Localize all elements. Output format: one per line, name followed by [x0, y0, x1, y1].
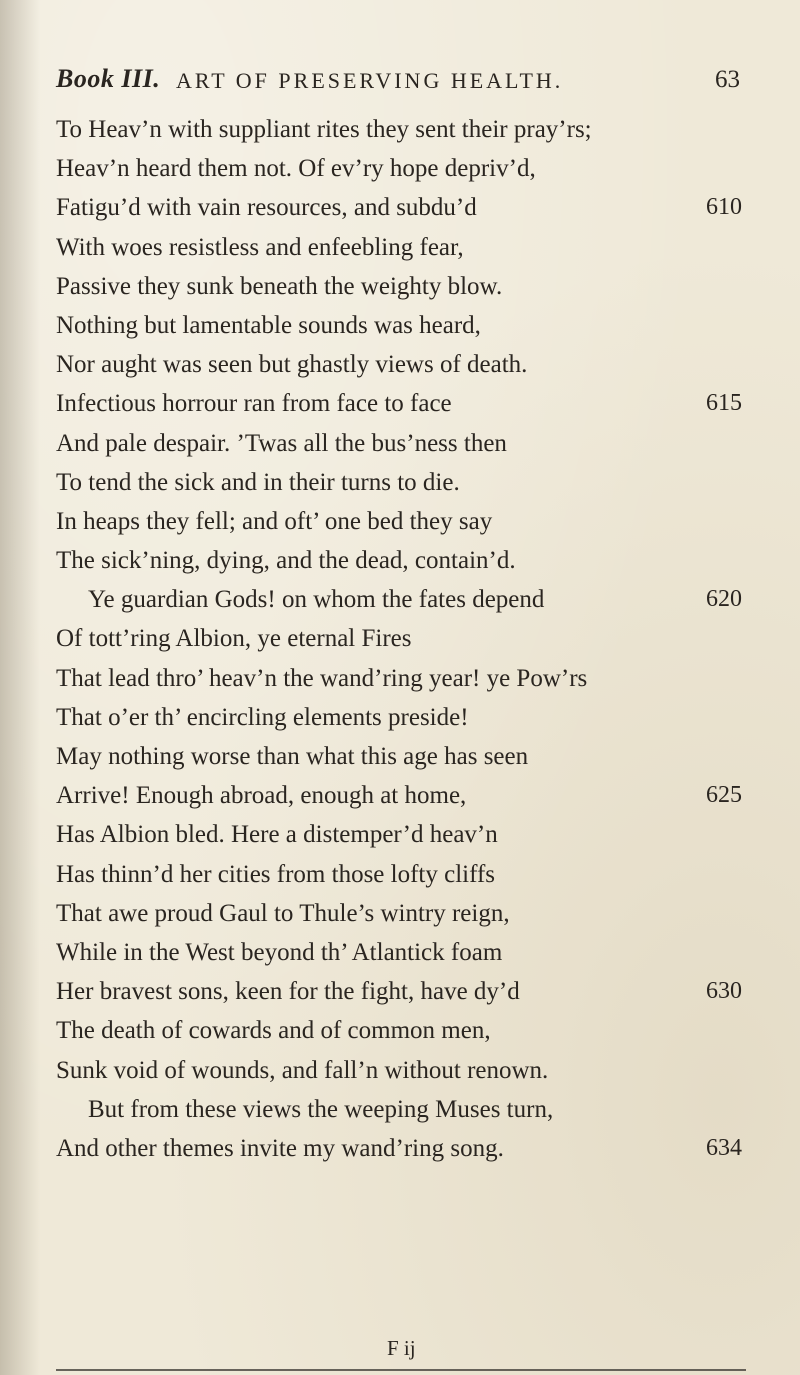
poem-line-text: That o’er th’ encircling elements preside!	[56, 703, 469, 731]
poem-line	[56, 345, 756, 384]
poem-line-text: And pale despair. ’Twas all the bus’ness then	[56, 429, 507, 457]
poem-line-text: Ye guardian Gods! on whom the fates depend	[88, 586, 545, 614]
poem-line	[56, 894, 756, 933]
poem-line-text: Heav’n heard them not. Of ev’ry hope depriv’d,	[56, 155, 536, 183]
poem-line	[56, 698, 756, 737]
line-number: 634	[706, 1134, 742, 1161]
line-number: 625	[706, 782, 742, 809]
line-number: 610	[706, 194, 742, 221]
poem-line	[56, 502, 756, 541]
poem-line	[56, 1090, 756, 1129]
poem-line-text: Nor aught was seen but ghastly views of death.	[56, 351, 528, 379]
poem-line-text: Nothing but lamentable sounds was heard,	[56, 311, 481, 339]
poem-line-text: Has Albion bled. Here a distemper’d heav’n	[56, 821, 498, 849]
running-title: ART OF PRESERVING HEALTH.	[176, 68, 564, 93]
poem-line	[56, 972, 756, 1011]
poem-line-text: With woes resistless and enfeebling fear,	[56, 233, 464, 261]
poem-line-text: Infectious horrour ran from face to face	[56, 390, 452, 418]
bottom-rule	[56, 1369, 746, 1371]
poem-line	[56, 541, 756, 580]
signature-mark: F ij	[387, 1336, 416, 1360]
poem-line	[56, 384, 756, 423]
poem-line	[56, 737, 756, 776]
poem-line-text: The death of cowards and of common men,	[56, 1017, 491, 1045]
page-number: 63	[715, 66, 740, 93]
poem-line	[56, 149, 756, 188]
poem-line-text: In heaps they fell; and oft’ one bed they say	[56, 507, 493, 535]
poem-line-text: While in the West beyond th’ Atlantick foam	[56, 938, 503, 966]
poem-line	[56, 580, 756, 619]
poem-line	[56, 855, 756, 894]
poem-line	[56, 267, 756, 306]
book-label: Book III.	[56, 64, 161, 93]
poem-line	[56, 1129, 756, 1168]
poem-line-text: To Heav’n with suppliant rites they sent their pray’rs;	[56, 116, 592, 143]
poem-line-text: Of tott’ring Albion, ye eternal Fires	[56, 625, 412, 653]
poem-line-text: But from these views the weeping Muses turn,	[88, 1095, 554, 1123]
poem-line-text: The sick’ning, dying, and the dead, contain’d.	[56, 547, 516, 575]
poem-line-text: Her bravest sons, keen for the fight, have dy’d	[56, 978, 520, 1006]
poem-line	[56, 110, 756, 149]
poem-line-text: Has thinn’d her cities from those lofty cliffs	[56, 860, 496, 888]
poem-line	[56, 659, 756, 698]
poem-line-text: Arrive! Enough abroad, enough at home,	[56, 782, 467, 810]
poem-line-text: That awe proud Gaul to Thule’s wintry reign,	[56, 899, 510, 927]
poem-line-text: Fatigu’d with vain resources, and subdu’d	[56, 194, 477, 222]
poem-line-text: And other themes invite my wand’ring song.	[56, 1134, 504, 1162]
poem-line	[56, 933, 756, 972]
line-number: 615	[706, 390, 742, 417]
poem-line	[56, 619, 756, 658]
poem-line-text: To tend the sick and in their turns to die.	[56, 468, 460, 496]
line-number: 630	[706, 978, 742, 1005]
poem-line	[56, 463, 756, 502]
poem-line-text: Passive they sunk beneath the weighty blow.	[56, 272, 503, 300]
poem-line	[56, 306, 756, 345]
poem-line	[56, 776, 756, 815]
poem-line	[56, 1051, 756, 1090]
poem-line-text: May nothing worse than what this age has seen	[56, 743, 529, 770]
line-number: 620	[706, 586, 742, 613]
poem-line-text: That lead thro’ heav’n the wand’ring year! ye Pow’rs	[56, 664, 588, 692]
poem-line	[56, 815, 756, 854]
running-header	[56, 60, 740, 100]
poem-line	[56, 228, 756, 267]
poem-line	[56, 188, 756, 227]
poem-line-text: Sunk void of wounds, and fall’n without renown.	[56, 1056, 549, 1084]
poem-line	[56, 1011, 756, 1050]
page-edge-shadow	[0, 0, 40, 1375]
poem-line	[56, 424, 756, 463]
poem-text	[56, 110, 756, 1168]
